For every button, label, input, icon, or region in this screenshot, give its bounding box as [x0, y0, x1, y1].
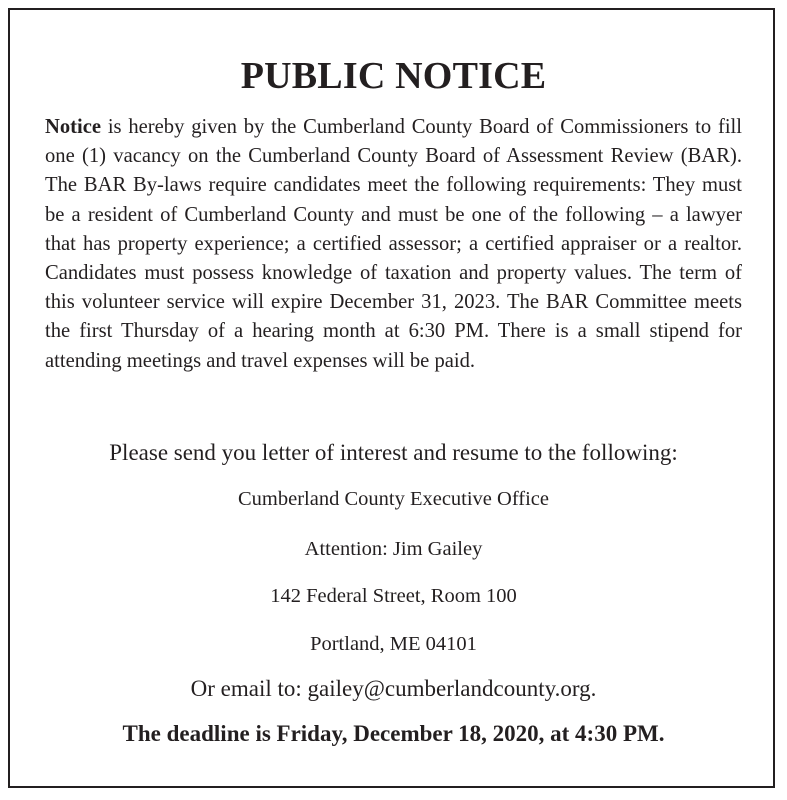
deadline-line: The deadline is Friday, December 18, 2020, at 4:30 PM. [122, 721, 665, 746]
notice-body-text: is hereby given by the Cumberland County Board of Commissioners to fill one (1) vacancy on the Cumberland County Board of Assessment Review (BAR). The BAR By-laws require candidates meet the following requirements: They must be a resident of Cumberland County and must be one of the following – a lawyer that has property experience; a certified assessor; a certified appraiser or a realtor. Candidates must possess knowledge of taxation and property values. The term of this volunteer service will expire December 31, 2023. The BAR Committee meets the first Thursday of a hearing month at 6:30 PM. There is a small stipend for attending meetings and travel expenses will be paid. [45, 116, 742, 372]
email-line: Or email to: gailey@cumberlandcounty.org. [190, 676, 597, 701]
address-attention: Attention: Jim Gailey [304, 538, 483, 560]
address-street: 142 Federal Street, Room 100 [270, 585, 517, 607]
notice-title: PUBLIC NOTICE [240, 55, 547, 97]
address-city: Portland, ME 04101 [310, 633, 477, 655]
notice-lead-word: Notice [45, 116, 102, 138]
submission-request: Please send you letter of interest and resume to the following: [109, 440, 678, 465]
notice-body-paragraph [45, 113, 742, 376]
address-office: Cumberland County Executive Office [237, 488, 550, 510]
